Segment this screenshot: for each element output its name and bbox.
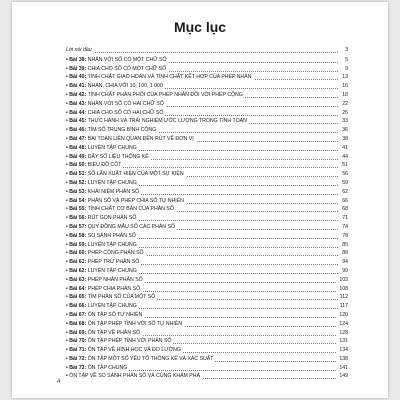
toc-entry-row[interactable] (66, 82, 348, 91)
toc-entry-text (66, 154, 151, 160)
lesson-number: • Bài 69: (66, 329, 87, 336)
toc-page-number: 85 (342, 241, 348, 248)
toc-entry-text (66, 250, 146, 256)
lesson-title: LUYỆN TẬP CHUNG (87, 144, 137, 151)
table-of-contents (66, 46, 348, 381)
lesson-title: PHÉP CỘNG PHÂN SỐ (87, 250, 144, 257)
toc-entry-row[interactable] (66, 337, 348, 346)
toc-page-number: 44 (342, 153, 348, 160)
toc-page-number: 103 (339, 276, 348, 283)
toc-page-number: 13 (342, 74, 348, 81)
lesson-title: LUYỆN TẬP CHUNG (87, 179, 137, 186)
lesson-title: TÍNH CHẤT PHÂN PHỐI CỦA PHÉP NHÂN ĐỐI VỚI PHÉP CỘNG (87, 91, 243, 98)
toc-entry-text (66, 259, 141, 265)
lesson-number: • Bài 38: (66, 56, 87, 63)
lesson-title: TÌM PHÂN SỐ CỦA MỘT SỐ (87, 294, 156, 301)
lesson-title: TÌM SỐ TRUNG BÌNH CỘNG (87, 127, 157, 134)
lesson-title: QUY ĐỒNG MẪU SỐ CÁC PHÂN SỐ (87, 223, 175, 230)
lesson-number: • Bài 68: (66, 320, 87, 327)
toc-page-number: 88 (342, 250, 348, 257)
toc-entry-row[interactable] (66, 170, 348, 179)
toc-entry-text (66, 110, 165, 116)
toc-page-number: 68 (342, 206, 348, 213)
toc-entry-row[interactable] (66, 117, 348, 126)
toc-entry-text (66, 330, 142, 336)
toc-entry-row[interactable] (66, 249, 348, 258)
lesson-title: DÃY SỐ LIỆU THỐNG KÊ (87, 153, 149, 160)
toc-page-number: 33 (342, 118, 348, 125)
toc-page-number: 16 (342, 83, 348, 90)
toc-intro-row[interactable] (66, 46, 348, 55)
toc-entry-row[interactable] (66, 205, 348, 214)
lesson-title: PHÂN SỐ VÀ PHÉP CHIA SỐ TỰ NHIÊN (87, 197, 184, 204)
lesson-number: • Bài 52: (66, 179, 87, 186)
lesson-title: PHÉP NHÂN PHÂN SỐ (87, 276, 143, 283)
lesson-number: • Bài 66: (66, 303, 87, 310)
toc-page-number: 128 (339, 329, 348, 336)
lesson-title: PHÉP TRỪ PHÂN SỐ (87, 259, 140, 266)
lesson-title: LUYỆN TẬP CHUNG (87, 241, 137, 248)
lesson-title: BÀI TOÁN LIÊN QUAN ĐẾN RÚT VỀ ĐƠN VỊ (87, 135, 194, 142)
lesson-number: • Bài 70: (66, 338, 87, 345)
toc-page-number: 25 (342, 109, 348, 116)
toc-entry-row[interactable] (66, 197, 348, 206)
toc-entry-row[interactable] (66, 241, 348, 250)
lesson-number: • Bài 53: (66, 188, 87, 195)
toc-page-number: 18 (342, 91, 348, 98)
lesson-title: SO SÁNH PHÂN SỐ (87, 232, 136, 239)
toc-entry-text (66, 303, 139, 309)
lesson-number: • Bài 39: (66, 65, 87, 72)
toc-entry-text (66, 215, 138, 221)
toc-entry-text (66, 145, 139, 151)
toc-entry-text (66, 127, 158, 133)
lesson-number: • Bài 56: (66, 215, 87, 222)
toc-entry-row[interactable] (66, 311, 348, 320)
toc-page-number: 62 (342, 188, 348, 195)
toc-entry-row[interactable] (66, 223, 348, 232)
lesson-title: BIỂU ĐỒ CỘT (87, 162, 122, 169)
toc-entry-text (66, 224, 177, 230)
toc-entry-row[interactable] (66, 188, 348, 197)
lesson-number: • Bài 63: (66, 276, 87, 283)
lesson-number: • Bài 62: (66, 267, 87, 274)
lesson-title: SỐ LẦN XUẤT HIỆN CỦA MỘT SỰ KIỆN (87, 171, 184, 178)
toc-entry-row[interactable] (66, 126, 348, 135)
toc-entry-row[interactable] (66, 302, 348, 311)
toc-entry-row[interactable] (66, 372, 348, 381)
lesson-number: • Bài 44: (66, 109, 87, 116)
toc-page-number: 131 (339, 338, 348, 345)
toc-entry-text (66, 162, 123, 168)
lesson-title: ÔN TẬP SỐ TỰ NHIÊN (87, 311, 143, 318)
toc-page-number: 36 (342, 127, 348, 134)
lesson-number: • Bài 43: (66, 100, 87, 107)
toc-page-number: 66 (342, 197, 348, 204)
lesson-title: ÔN TẬP VỀ HÌNH HỌC VÀ ĐO LƯỜNG (87, 347, 181, 354)
toc-page-number: 71 (342, 215, 348, 222)
toc-entry-row[interactable] (66, 100, 348, 109)
lesson-title: CHIA CHO SỐ CÓ MỘT CHỮ SỐ (87, 65, 167, 72)
lesson-number: • Bài 55: (66, 206, 87, 213)
toc-entry-row[interactable] (66, 73, 348, 82)
toc-entry-text (66, 171, 186, 177)
toc-entry-text (66, 189, 141, 195)
toc-entry-text (66, 268, 139, 274)
page-title: Mục lục (173, 19, 227, 35)
document-page (12, 2, 388, 398)
lesson-number: • Bài 59: (66, 241, 87, 248)
toc-entry-text (66, 294, 157, 300)
lesson-number: • Bài 46: (66, 127, 87, 134)
toc-entry-text (66, 66, 168, 72)
lesson-number: • Bài 57: (66, 223, 87, 230)
lesson-title: ÔN TẬP PHÉP TÍNH VỚI SỐ TỰ NHIÊN (87, 320, 183, 327)
toc-entry-text (66, 57, 169, 63)
toc-page-number: 38 (342, 135, 348, 142)
toc-entry-text (66, 338, 173, 344)
toc-entry-row[interactable] (66, 91, 348, 100)
toc-entry-row[interactable] (66, 65, 348, 74)
lesson-title: ÔN TẬP PHÉP TÍNH VỚI PHÂN SỐ (87, 338, 172, 345)
toc-entry-text (66, 277, 145, 283)
toc-entry-row[interactable] (66, 320, 348, 329)
lesson-number: • Bài 61: (66, 259, 87, 266)
lesson-title: NHÂN, CHIA VỚI 10, 100, 1 000 (87, 83, 163, 90)
lesson-number: • Bài 42: (66, 91, 87, 98)
toc-page-number: 138 (339, 355, 348, 362)
toc-entry-row[interactable] (66, 285, 348, 294)
lesson-number: • Bài 73: (66, 364, 87, 371)
toc-page-number: 120 (339, 311, 348, 318)
toc-page-number: 117 (339, 303, 348, 310)
lesson-number: • Bài 67: (66, 311, 87, 318)
toc-page-number: 134 (339, 347, 348, 354)
toc-entry-text (66, 206, 176, 212)
toc-page-number: 9 (345, 65, 348, 72)
toc-entry-row[interactable] (66, 267, 348, 276)
toc-page-number: 22 (342, 100, 348, 107)
toc-entry-row[interactable] (66, 161, 348, 170)
lesson-title: CHIA CHO SỐ CÓ HAI CHỮ SỐ (87, 109, 164, 116)
lesson-number: • Bài 58: (66, 232, 87, 239)
toc-page-number: 141 (339, 364, 348, 371)
toc-entry-row[interactable] (66, 293, 348, 302)
lesson-title: ÔN TẬP CHUNG (87, 364, 128, 371)
lesson-title: ÔN TẬP MỘT SỐ YẾU TỐ THỐNG KÊ VÀ XÁC SUẤT (87, 355, 214, 362)
toc-entry-row[interactable] (66, 232, 348, 241)
toc-entry-row[interactable] (66, 153, 348, 162)
toc-entry-text (66, 373, 202, 379)
toc-entry-row[interactable] (66, 364, 348, 373)
lesson-title: NHÂN VỚI SỐ CÓ HAI CHỮ SỐ (87, 100, 164, 107)
toc-entry-text (66, 233, 138, 239)
lesson-title: ÔN TẬP VỀ PHÂN SỐ (87, 329, 141, 336)
lesson-number: • (66, 373, 68, 380)
lesson-title: TÍNH CHẤT CƠ BẢN CỦA PHÂN SỐ (87, 206, 174, 213)
toc-page-number: 51 (342, 162, 348, 169)
intro-page-number: 3 (345, 47, 348, 53)
toc-entry-text (66, 118, 249, 124)
toc-entry-row[interactable] (66, 214, 348, 223)
toc-page-number: 5 (345, 56, 348, 63)
toc-entry-row[interactable] (66, 179, 348, 188)
toc-entry-text (66, 312, 144, 318)
lesson-number: • Bài 72: (66, 355, 87, 362)
lesson-number: • Bài 51: (66, 171, 87, 178)
toc-entry-row[interactable] (66, 258, 348, 267)
lesson-number: • Bài 60: (66, 250, 87, 257)
toc-entry-row[interactable] (66, 329, 348, 338)
toc-entry-text (66, 198, 186, 204)
toc-page-number: 124 (339, 320, 348, 327)
toc-entry-text (66, 92, 245, 98)
toc-entry-row[interactable] (66, 144, 348, 153)
lesson-number: • Bài 65: (66, 294, 87, 301)
lesson-title: NHÂN VỚI SỐ CÓ MỘT CHỮ SỐ (87, 56, 167, 63)
lesson-title: PHÉP CHIA PHÂN SỐ (87, 285, 141, 292)
toc-page-number: 74 (342, 223, 348, 230)
toc-entry-text (66, 365, 129, 371)
toc-entry-text (66, 321, 184, 327)
toc-entry-text (66, 180, 139, 186)
lesson-number: • Bài 41: (66, 83, 87, 90)
toc-entry-row[interactable] (66, 135, 348, 144)
lesson-number: • Bài 45: (66, 118, 87, 125)
toc-page-number: 41 (342, 144, 348, 151)
toc-entry-text (66, 242, 139, 248)
toc-entry-row[interactable] (66, 109, 348, 118)
intro-label: Lời nói đầu (66, 47, 92, 53)
toc-entry-text (66, 356, 215, 362)
lesson-number: • Bài 64: (66, 285, 87, 292)
toc-entry-row[interactable] (66, 355, 348, 364)
toc-page-number: 99 (342, 267, 348, 274)
toc-entry-row[interactable] (66, 56, 348, 65)
toc-entry-text (66, 286, 142, 292)
lesson-number: • Bài 71: (66, 347, 87, 354)
toc-entry-text (66, 136, 196, 142)
lesson-number: • Bài 50: (66, 162, 87, 169)
toc-page-number: 112 (339, 294, 348, 301)
toc-entry-row[interactable] (66, 276, 348, 285)
toc-entry-text (66, 347, 183, 353)
toc-page-number: 56 (342, 171, 348, 178)
lesson-title: LUYỆN TẬP CHUNG (87, 303, 137, 310)
lesson-number: • Bài 47: (66, 135, 87, 142)
lesson-number: • Bài 48: (66, 144, 87, 151)
lesson-number: • Bài 54: (66, 197, 87, 204)
lesson-title: ÔN TẬP VỀ SO SÁNH PHÂN SỐ VÀ CÙNG KHÁM PHÁ (69, 373, 200, 380)
lesson-title: THỰC HÀNH VÀ TRẢI NGHIỆM ƯỚC LƯỢNG TRONG TÍNH TOÁN (87, 118, 247, 125)
lesson-number: • Bài 49: (66, 153, 87, 160)
toc-page-number: 149 (339, 373, 348, 380)
lesson-title: TÍNH CHẤT GIAO HOÁN VÀ TÍNH CHẤT KẾT HỢP CỦA PHÉP NHÂN (87, 74, 252, 81)
toc-entry-text (66, 101, 166, 107)
page-number-footer: 4 (57, 379, 61, 385)
toc-entry-text (66, 83, 165, 89)
dot-leader (66, 52, 338, 53)
toc-page-number: 78 (342, 232, 348, 239)
toc-entry-row[interactable] (66, 346, 348, 355)
toc-page-number: 59 (342, 179, 348, 186)
lesson-number: • Bài 40: (66, 74, 87, 81)
toc-page-number: 94 (342, 259, 348, 266)
toc-entry-text (66, 74, 254, 80)
lesson-title: KHÁI NIỆM PHÂN SỐ (87, 188, 140, 195)
lesson-title: LUYỆN TẬP CHUNG (87, 267, 137, 274)
lesson-title: RÚT GỌN PHÂN SỐ (87, 215, 137, 222)
toc-page-number: 108 (339, 285, 348, 292)
